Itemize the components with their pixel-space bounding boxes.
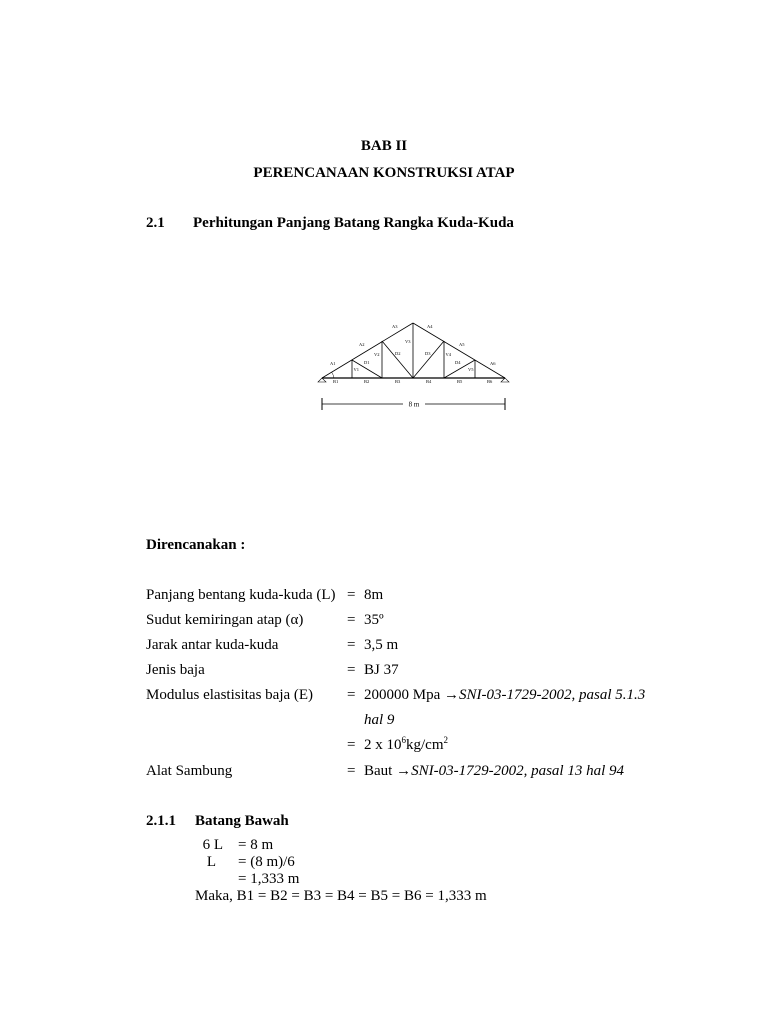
subsection-number: 2.1.1 xyxy=(146,813,176,829)
section-title: Perhitungan Panjang Batang Rangka Kuda-Kuda xyxy=(193,215,514,231)
param-connector-label: Alat Sambung xyxy=(146,763,233,779)
param-angle-label: Sudut kemiringan atap (α) xyxy=(146,612,304,628)
right-support xyxy=(501,378,509,382)
param-steel-value: BJ 37 xyxy=(364,662,399,678)
label-b4: B4 xyxy=(426,379,432,384)
span-label: 8 m xyxy=(408,400,420,409)
label-a1: A1 xyxy=(330,361,336,366)
modulus2-base: 2 x 10 xyxy=(364,737,402,753)
label-d3: D3 xyxy=(425,351,431,356)
modulus2-exponent: 6 xyxy=(401,735,406,745)
label-d2: D2 xyxy=(395,351,401,356)
label-a5: A5 xyxy=(459,342,465,347)
label-d4: D4 xyxy=(455,360,461,365)
label-v1: V1 xyxy=(353,367,359,372)
label-d1: D1 xyxy=(364,360,370,365)
calc-lhs-1: 6 L xyxy=(202,837,223,853)
section-number: 2.1 xyxy=(146,215,165,231)
roof-truss-diagram xyxy=(315,318,515,418)
label-a3: A3 xyxy=(392,324,398,329)
param-angle-eq: = xyxy=(347,612,356,628)
param-angle-value: 35º xyxy=(364,612,384,628)
label-v2: V2 xyxy=(374,352,380,357)
calc-rhs-3: = 1,333 m xyxy=(238,871,300,887)
modulus2-unit-exponent: 2 xyxy=(443,735,448,745)
modulus-reference: SNI-03-1729-2002, pasal 5.1.3 xyxy=(459,687,646,703)
param-span-label: Panjang bentang kuda-kuda (L) xyxy=(146,587,336,603)
label-v4: V4 xyxy=(445,352,451,357)
label-a2: A2 xyxy=(359,342,365,347)
param-steel-eq: = xyxy=(347,662,356,678)
calc-rhs-2: = (8 m)/6 xyxy=(238,854,295,870)
connector-value-text: Baut → xyxy=(364,763,412,779)
modulus-reference-cont: hal 9 xyxy=(364,712,395,728)
param-spacing-label: Jarak antar kuda-kuda xyxy=(146,637,279,653)
calc-conclusion: Maka, B1 = B2 = B3 = B4 = B5 = B6 = 1,333 m xyxy=(195,888,487,904)
modulus-value-text: 200000 Mpa → xyxy=(364,687,459,703)
label-a6: A6 xyxy=(490,361,496,366)
param-spacing-eq: = xyxy=(347,637,356,653)
chapter-title: PERENCANAAN KONSTRUKSI ATAP xyxy=(253,165,515,181)
param-modulus2-eq: = xyxy=(347,737,356,753)
connector-reference: SNI-03-1729-2002, pasal 13 hal 94 xyxy=(411,763,625,779)
diagonal-d2 xyxy=(382,341,413,378)
label-v5: V5 xyxy=(468,367,474,372)
label-a4: A4 xyxy=(427,324,433,329)
param-modulus-value xyxy=(364,686,645,704)
param-modulus-label: Modulus elastisitas baja (E) xyxy=(146,687,314,703)
label-v3: V3 xyxy=(405,339,411,344)
param-connector-value xyxy=(364,762,624,780)
param-steel-label: Jenis baja xyxy=(146,662,205,678)
label-b3: B3 xyxy=(395,379,401,384)
label-b6: B6 xyxy=(487,379,493,384)
planned-heading: Direncanakan : xyxy=(146,537,246,553)
chapter-number: BAB II xyxy=(360,138,408,154)
label-b2: B2 xyxy=(364,379,370,384)
modulus2-unit: kg/cm xyxy=(406,737,444,753)
calc-lhs-2: L xyxy=(206,854,216,870)
param-connector-eq: = xyxy=(347,763,356,779)
param-span-eq: = xyxy=(347,587,356,603)
subsection-title: Batang Bawah xyxy=(195,813,289,829)
calc-rhs-1: = 8 m xyxy=(238,837,274,853)
param-spacing-value: 3,5 m xyxy=(364,637,399,653)
param-modulus2-value xyxy=(364,736,448,754)
label-b5: B5 xyxy=(457,379,463,384)
label-b1: B1 xyxy=(333,379,339,384)
diagonal-d3 xyxy=(413,341,444,378)
param-span-value: 8m xyxy=(364,587,384,603)
param-modulus-eq: = xyxy=(347,687,356,703)
roof-angle-arc xyxy=(332,373,334,379)
left-support xyxy=(318,378,326,382)
